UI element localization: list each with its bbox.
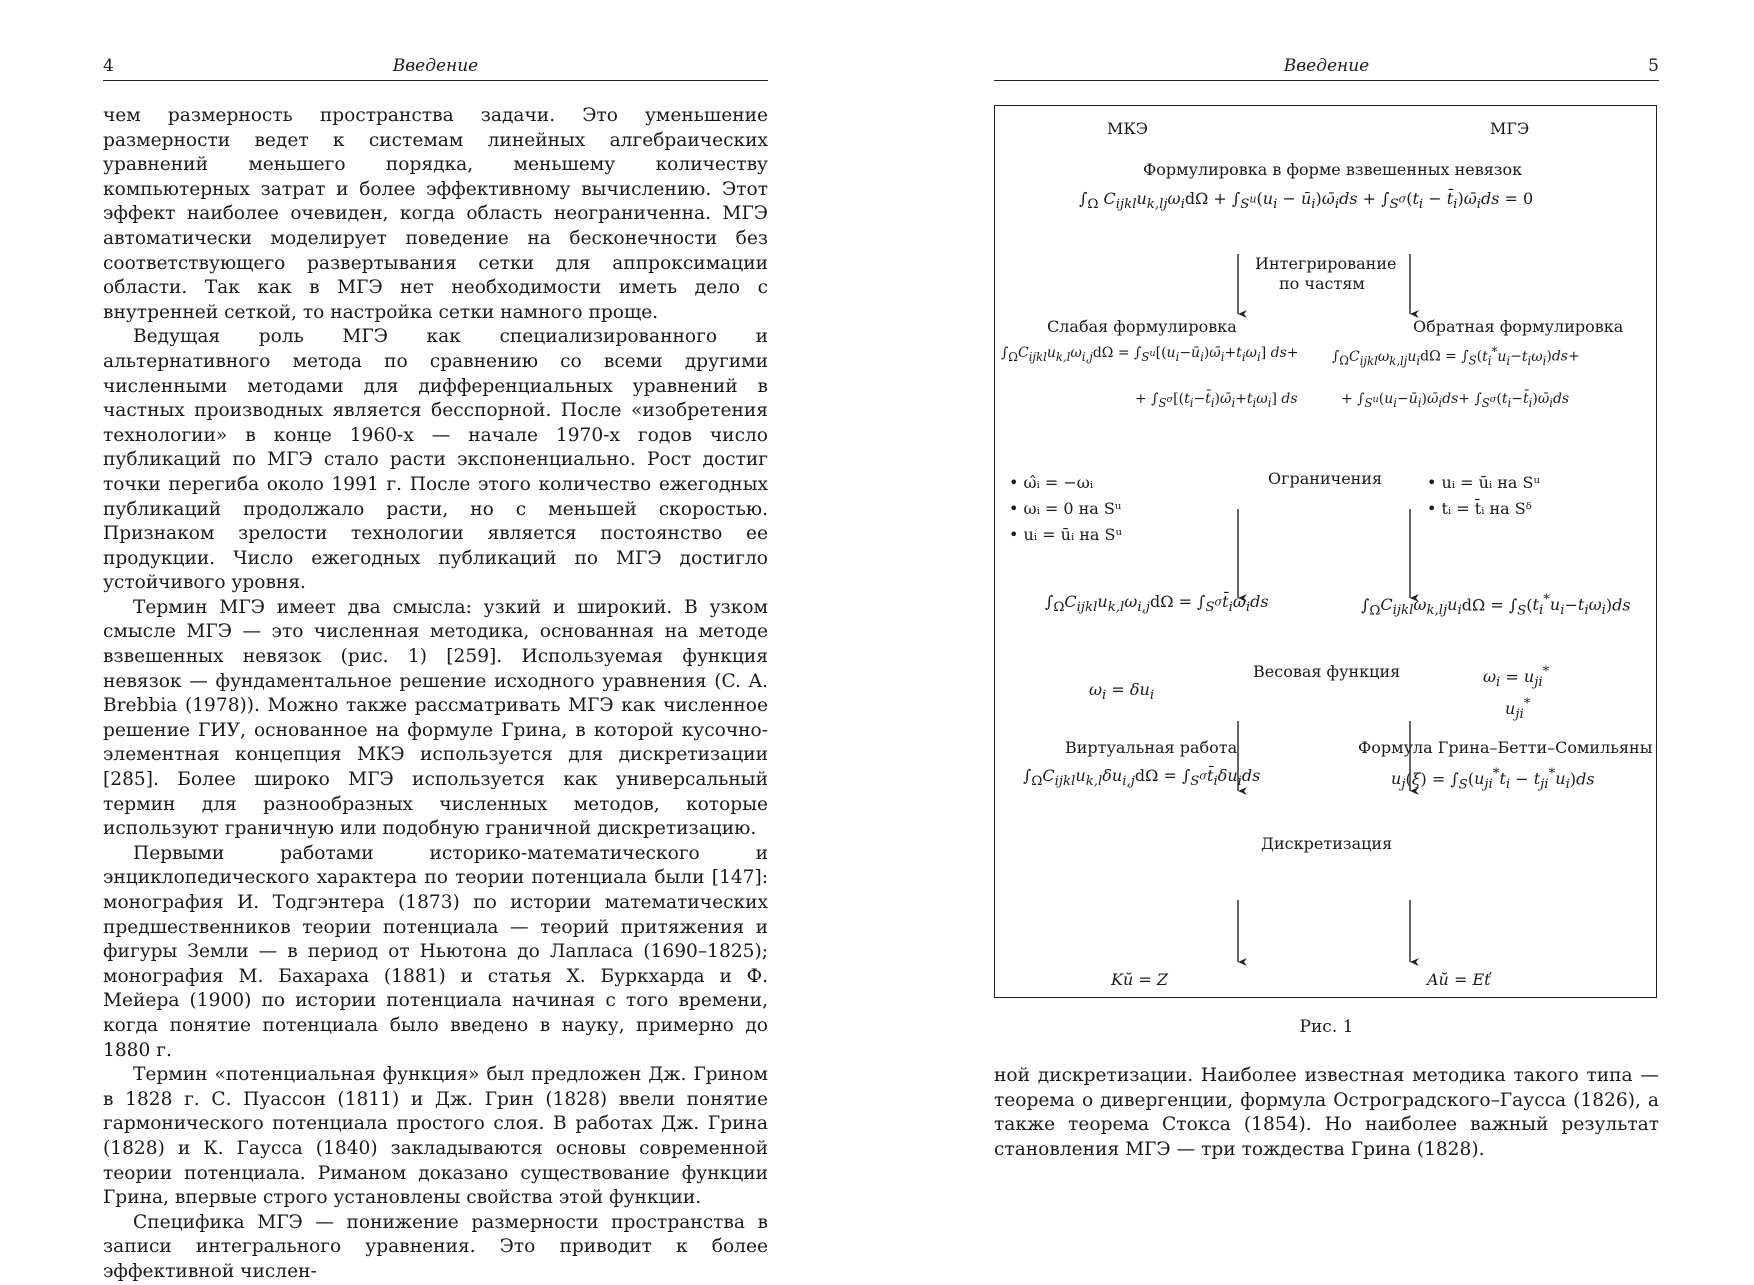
right-page bbox=[877, 0, 1754, 1241]
discretization-label: Дискретизация bbox=[1261, 834, 1393, 853]
green-formula-title: Формула Грина–Бетти–Сомильяны bbox=[1358, 738, 1653, 757]
integration-label-2: по частям bbox=[1279, 274, 1365, 293]
left-page bbox=[0, 0, 877, 1282]
weight-function-label: Весовая функция bbox=[1253, 662, 1401, 681]
column-header-bem: МГЭ bbox=[1490, 119, 1530, 138]
right-body-text bbox=[994, 1064, 1659, 1162]
paragraph: Ведущая роль МГЭ как специализированного и альтернативного метода по сравнению со всеми другими численными методами для дифференциальных уравнений в частных производных является бесспорной. После «изобретения технологии» в конце 1960-х — начале 1970-х годов число публикаций по МГЭ стало расти экспоненциально. Рост достиг точки перегиба около 1991 г. После этого количество ежегодных публикаций продолжало расти, но с меньшей скоростью. Признаком зрелости технологии является постоянство ее продукции. Число ежегодных публикаций по МГЭ достигло устойчивого уровня. bbox=[103, 326, 768, 594]
left-body-text bbox=[103, 104, 768, 1285]
weak-formulation-eq-2: + $\int_{S^\sigma}[(t_i-t̄_i)\omegā_i+t_i\omega_i]$ ds bbox=[1135, 391, 1298, 410]
bullet-left-2: • ωᵢ = 0 на Sᵘ bbox=[1009, 499, 1122, 518]
paragraph: чем размерность пространства задачи. Это уменьшение размерности ведет к системам линейных алгебраических уравнений меньшего порядка, меньшему количеству компьютерных затрат и более эффективному вычислению. Этот эффект наиболее очевиден, когда область неограниченна. МГЭ автоматически моделирует поведение на бесконечности без соответствующего развертывания сетки для аппроксимации области. Так как в МГЭ нет необходимости иметь дело с внутренней сеткой, то настройка сетки намного проще. bbox=[103, 105, 768, 323]
right-running-head bbox=[994, 56, 1659, 81]
paragraph: Первыми работами историко-математического и энциклопедического характера по теории потенциала были [147]: монография И. Тодгэнтера (1873) по истории математических предшественников теории потенциала — теорий притяжения и фигуры Земли — в период от Ньютона до Лапласа (1690–1825); монография М. Бахараха (1881) и статья Х. Буркхарда и Ф. Мейера (1900) по истории потенциала начиная с того времени, когда понятие потенциала было введено в науку, примерно до 1880 г. bbox=[103, 842, 768, 1061]
running-title-right: Введение bbox=[1283, 56, 1370, 76]
fem-weight-choice: $\omega_i = \delta u_i$ bbox=[1089, 680, 1155, 704]
column-header-fem: МКЭ bbox=[1107, 119, 1149, 138]
paragraph: Термин «потенциальная функция» был предложен Дж. Грином в 1828 г. С. Пуассон (1811) и Дж. Грин (1828) ввели понятие гармонического потенциала простого слоя. В работах Дж. Грина (1828) и К. Гаусса (1840) закладываются основы современной теории потенциала. Риманом доказано существование функции Грина, впервые строго установлены свойства этой функции. bbox=[103, 1064, 768, 1209]
bullet-left-1: • ω̂ᵢ = −ωᵢ bbox=[1009, 473, 1094, 492]
bem-reduced-equation: $\int_\Omega C_{ijkl}\omega_{k,lj}u_id\Omega = \int_S(t_i^*u_i-t_i\omega_i)ds$ bbox=[1361, 593, 1631, 619]
weak-formulation-eq-1: $\int_\Omega C_{ijkl}u_{k,l}\omega_{i,j}d\Omega$ = $\int_{S^u}[(u_i-ū_i)\omegā_i+t_i\omega_i]$ ds+ bbox=[1001, 345, 1299, 364]
inverse-formulation-title: Обратная формулировка bbox=[1413, 317, 1624, 336]
bullet-right-2: • tᵢ = t̄ᵢ на Sᵟ bbox=[1427, 499, 1532, 518]
bullet-right-1: • uᵢ = ūᵢ на Sᵘ bbox=[1427, 473, 1540, 492]
weak-formulation-title: Слабая формулировка bbox=[1047, 317, 1237, 336]
figure-caption: Рис. 1 bbox=[1299, 1017, 1354, 1037]
paragraph: Специфика МГЭ — понижение размерности пространства в записи интегрального уравнения. Это приводит к более эффективной числен- bbox=[103, 1211, 768, 1282]
left-running-head bbox=[103, 56, 768, 81]
weighted-residual-equation: $\int_\Omega$ $C_{ijkl}u_{k,lj}\omega_id\Omega + \int_{S^u}(u_i$ − $ū_i)\omegā_ids + \int_{S^\sigma}(t_i$ − $t̄_i)\omegā_ids = 0$ bbox=[1079, 189, 1534, 213]
constraints-label: Ограничения bbox=[1268, 469, 1383, 488]
running-title-left: Введение bbox=[392, 56, 479, 76]
bem-weight-choice: $\omega_i = u_{ji}^*$ bbox=[1483, 665, 1550, 691]
fem-system-equation: Kŭ = Z bbox=[1111, 970, 1168, 989]
integration-label-1: Интегрирование bbox=[1255, 254, 1397, 273]
bem-system-equation: Aŭ = Eť bbox=[1427, 970, 1491, 989]
diagram-arrows bbox=[995, 106, 1658, 999]
page-number-left: 4 bbox=[103, 56, 114, 76]
fem-reduced-equation: $\int_\Omega C_{ijkl}u_{k,l}\omega_{i,j}d\Omega$ = $\int_{S^\sigma}t̄_i\omega_ids$ bbox=[1045, 592, 1269, 616]
paragraph: Термин МГЭ имеет два смысла: узкий и широкий. В узком смысле МГЭ — это численная методика, основанная на методе взвешенных невязок (рис. 1) [259]. Используемая функция невязок — фундаментальное решение исходного уравнения (C. A. Brebbia (1978)). Можно также рассматривать МГЭ как численное решение ГИУ, основанное на формуле Грина, в которой кусочно-элементная концепция МКЭ используется для дискретизации [285]. Более широко МГЭ используется как универсальный термин для разнообразных численных методов, которые используют граничную или подобную граничной дискретизацию. bbox=[103, 596, 768, 840]
page-number-right: 5 bbox=[1648, 56, 1659, 76]
virtual-work-equation: $\int_\Omega C_{ijkl}u_{k,l}\delta u_{i,j}d\Omega$ = $\int_{S^\sigma}t̄_i\delta u_ids$ bbox=[1023, 766, 1261, 790]
bem-weight-fundamental: $u_{ji}^*$ bbox=[1505, 697, 1531, 723]
green-formula-equation: $u_j(\xi) = \int_S(u_{ji}^*t_i - t_{ji}^*u_i)ds$ bbox=[1391, 767, 1595, 793]
virtual-work-title: Виртуальная работа bbox=[1065, 738, 1238, 757]
inverse-formulation-eq-1: $\int_\Omega C_{ijkl}\omega_{k,lj}u_id\Omega = \int_S(t_i^*u_i-t_i\omega_i)ds+$ bbox=[1332, 344, 1580, 368]
bullet-left-3: • uᵢ = ūᵢ на Sᵘ bbox=[1009, 525, 1122, 544]
inverse-formulation-eq-2: + $\int_{S^u}(u_i-ū_i)\omegā_ids+$ $\int_{S^\sigma}(t_i-t̄_i)\omegā_ids$ bbox=[1341, 391, 1570, 410]
figure-diagram bbox=[994, 105, 1657, 998]
weighted-residual-title: Формулировка в форме взвешенных невязок bbox=[1143, 160, 1523, 179]
paragraph: ной дискретизации. Наиболее известная методика такого типа — теорема о дивергенции, формула Остроградского–Гаусса (1826), а также теорема Стокса (1854). Но наиболее важный результат становления МГЭ — три тождества Грина (1828). bbox=[994, 1065, 1659, 1160]
